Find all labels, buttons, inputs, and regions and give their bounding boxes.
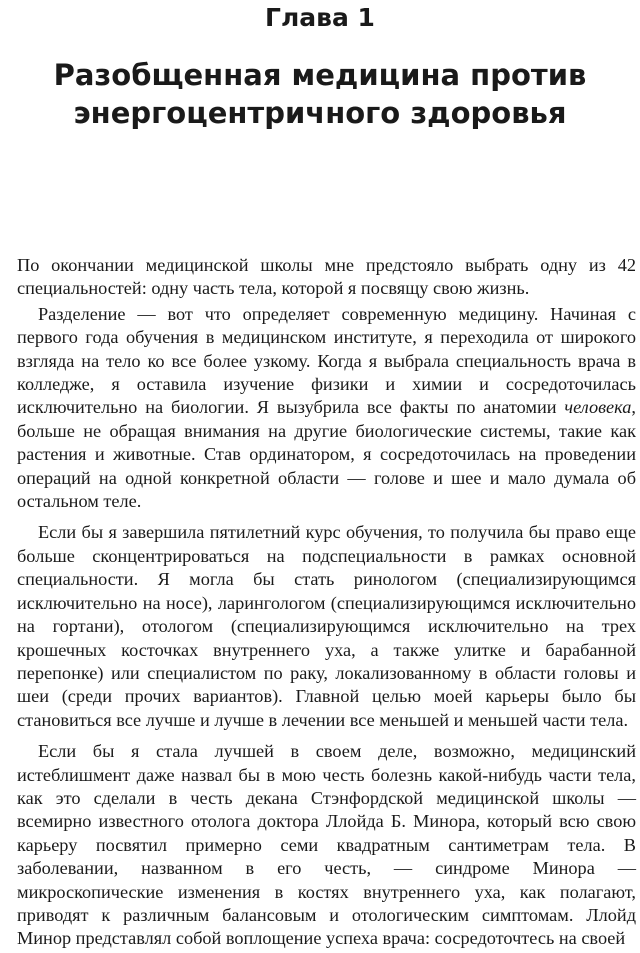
chapter-title-line-2: энергоцентричного здоровья bbox=[73, 96, 567, 130]
paragraph-2 bbox=[17, 303, 636, 514]
chapter-body bbox=[17, 254, 636, 953]
paragraph-2-text-b: , больше не обращая внимания на другие биологические системы, такие как растения и животные. Став ординатором, я сосредоточилась на проведении операций на одной конкретной области — голове и шее и мало думала об остальном теле. bbox=[17, 397, 636, 512]
chapter-title bbox=[0, 56, 640, 132]
chapter-number: Глава 1 bbox=[265, 3, 375, 32]
paragraph-3: Если бы я завершила пятилетний курс обучения, то получила бы право еще больше сконцентрироваться на подспециальности в рамках основной специальности. Я могла бы стать ринологом (специализирующимся исключительно на носе), ларингологом (специализирующимся исключительно на гортани), отологом (специализирующимся исключительно на трех крошечных косточках внутреннего уха, а также улитке и барабанной перепонке) или специалистом по раку, локализованному в области головы и шеи (среди прочих вариантов). Главной целью моей карьеры было бы становиться все лучше и лучше в лечении все меньшей и меньшей части тела. bbox=[17, 522, 636, 730]
chapter-title-line-1: Разобщенная медицина против bbox=[53, 58, 587, 92]
paragraph-4: Если бы я стала лучшей в своем деле, возможно, медицинский истеблишмент даже назвал бы в мою честь болезнь какой-нибудь части тела, как это сделали в честь декана Стэнфордской медицинской школы — всемирно известного отолога доктора Ллойда Б. Минора, который всю свою карьеру посвятил примерно семи квадратным сантиметрам тела. В заболевании, названном в его честь, — синдроме Минора — микроскопические изменения в костях внутреннего уха, как полагают, приводят к различным балансовым и отологическим симптомам. Ллойд Минор представлял собой воплощение успеха врача: сосредоточтесь на своей bbox=[17, 741, 636, 949]
paragraph-2-text-a: Разделение — вот что определяет современную медицину. Начиная с первого года обучения в медицинском институте, я переходила от широкого взгляда на тело ко все более узкому. Когда я выбрала специальность врача в колледже, я оставила изучение физики и химии и сосредоточилась исключительно на биологии. Я вызубрила все факты по анатомии bbox=[17, 303, 636, 418]
paragraph-1: По окончании медицинской школы мне предстояло выбрать одну из 42 специальностей: одну часть тела, которой я посвящу свою жизнь. bbox=[17, 255, 636, 299]
paragraph-2-italic: человека bbox=[564, 397, 632, 418]
